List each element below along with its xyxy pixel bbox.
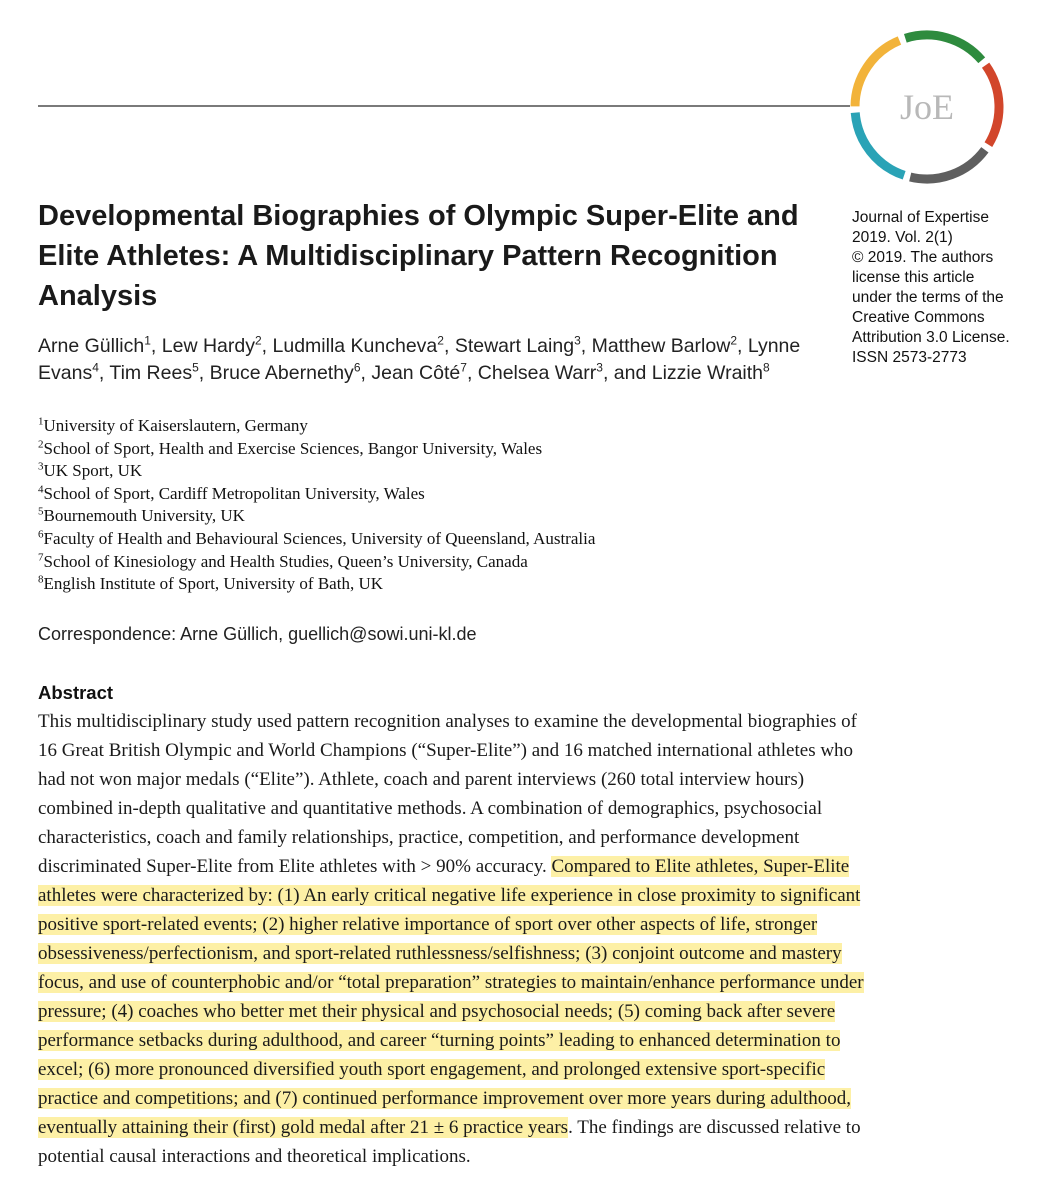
- abstract-highlight: pressure; (4) coaches who better met their physical and psychosocial needs; (5) coming back after severe: [38, 1001, 836, 1022]
- author-superscript: 7: [460, 360, 467, 374]
- affiliation-line: [38, 551, 595, 574]
- abstract-text: characteristics, coach and family relationships, practice, competition, and performance development: [38, 827, 800, 848]
- abstract-line: [38, 939, 1048, 968]
- author-name: Stewart Laing$^3$: [454, 333, 581, 357]
- abstract-line: [38, 910, 1048, 939]
- author-name: Jean Côté$^7$: [371, 360, 467, 384]
- affiliation-number: 6: [38, 528, 44, 541]
- affiliation-text: School of Sport, Cardiff Metropolitan University, Wales: [43, 483, 425, 503]
- logo-ring-arc: [855, 40, 899, 106]
- author-name: Bruce Abernethy$^6$: [209, 360, 361, 384]
- author-name: Ludmilla Kuncheva$^2$: [272, 333, 444, 357]
- abstract-body: [38, 707, 1048, 1171]
- abstract-text: potential causal interactions and theoretical implications.: [38, 1146, 471, 1167]
- abstract-line: [38, 997, 1048, 1026]
- abstract-text: . The findings are discussed relative to: [568, 1117, 861, 1138]
- header-rule: [38, 105, 850, 107]
- author-name: Matthew Barlow$^2$: [591, 333, 737, 357]
- abstract-line: [38, 765, 1048, 794]
- author-superscript: 3: [596, 360, 603, 374]
- affiliation-number: 2: [38, 437, 44, 450]
- abstract-text: combined in-depth qualitative and quantitative methods. A combination of demographics, psychosocial: [38, 798, 823, 819]
- author-superscript: 3: [574, 333, 581, 348]
- author-superscript: 2: [254, 333, 262, 348]
- abstract-line: [38, 881, 1048, 910]
- abstract-highlight: practice and competitions; and (7) continued performance improvement over more years during adulthood,: [38, 1088, 852, 1109]
- journal-info-line: Journal of Expertise: [852, 209, 989, 226]
- author-list: Arne Güllich$^1$, Lew Hardy$^2$, Ludmilla Kuncheva$^2$, Stewart Laing$^3$, Matthew Barlow$^2$, Lynne Evans$^4$, Tim Rees$^5$, Bruce Abernethy$^6$, Jean Côté$^7$, Chelsea Warr$^3$, and Lizzie Wraith$^8$: [38, 333, 801, 384]
- abstract-line: [38, 1055, 1048, 1084]
- author-superscript: 2: [730, 333, 737, 348]
- affiliation-number: 5: [38, 505, 44, 518]
- abstract-line: [38, 1113, 1048, 1142]
- author-superscript: 6: [353, 360, 361, 374]
- affiliation-text: English Institute of Sport, University of Bath, UK: [43, 574, 384, 594]
- author-superscript: 5: [192, 360, 199, 374]
- abstract-highlight: positive sport-related events; (2) higher relative importance of sport over other aspects of life, stronger: [38, 914, 818, 935]
- abstract-highlight: performance setbacks during adulthood, and career “turning points” leading to enhanced determination to: [38, 1030, 841, 1051]
- logo-ring-arc: [910, 150, 985, 179]
- abstract-line: [38, 1084, 1048, 1113]
- abstract-line: [38, 823, 1048, 852]
- journal-info-line: © 2019. The authors: [852, 249, 994, 266]
- affiliation-line: [38, 483, 595, 506]
- author-name: Arne Güllich$^1$: [38, 333, 151, 357]
- correspondence: Correspondence: Arne Güllich, guellich@sowi.uni-kl.de: [38, 624, 477, 644]
- abstract-text: This multidisciplinary study used pattern recognition analyses to examine the developmental biographies of: [38, 711, 857, 732]
- abstract-text: 16 Great British Olympic and World Champions (“Super-Elite”) and 16 matched international athletes who: [38, 740, 854, 761]
- abstract-line: [38, 794, 1048, 823]
- journal-info-line: ISSN 2573-2773: [852, 349, 967, 366]
- journal-info-line: 2019. Vol. 2(1): [852, 229, 953, 246]
- affiliation-number: 4: [38, 483, 44, 496]
- abstract-highlight: focus, and use of counterphobic and/or “total preparation” strategies to maintain/enhance performance under: [38, 972, 864, 993]
- affiliation-text: School of Sport, Health and Exercise Sciences, Bangor University, Wales: [43, 438, 543, 458]
- paper-title: Developmental Biographies of Olympic Super-Elite and Elite Athletes: A Multidisciplinary Pattern Recognition Analysis: [38, 200, 799, 312]
- affiliation-text: Faculty of Health and Behavioural Sciences, University of Queensland, Australia: [43, 528, 596, 548]
- affiliation-text: Bournemouth University, UK: [43, 506, 245, 526]
- affiliation-line: [38, 528, 595, 551]
- logo-ring-arc: [855, 113, 904, 176]
- abstract-line: [38, 852, 1048, 881]
- author-name: Lew Hardy$^2$: [161, 333, 262, 357]
- abstract-line: [38, 968, 1048, 997]
- author-superscript: 1: [144, 333, 151, 348]
- abstract-heading: Abstract: [38, 682, 114, 703]
- journal-info: [852, 208, 1047, 368]
- affiliation-number: 1: [38, 415, 44, 428]
- affiliation-number: 3: [38, 460, 44, 473]
- abstract-highlight: excel; (6) more pronounced diversified youth sport engagement, and prolonged extensive sport-specific: [38, 1059, 826, 1080]
- journal-logo: [842, 22, 1012, 192]
- abstract-highlight: eventually attaining their (first) gold medal after 21 ± 6 practice years: [38, 1117, 569, 1138]
- journal-info-line: license this article: [852, 269, 975, 286]
- affiliation-line: [38, 505, 595, 528]
- journal-info-line: Attribution 3.0 License.: [852, 329, 1010, 346]
- affiliation-text: School of Kinesiology and Health Studies, Queen’s University, Canada: [43, 551, 528, 571]
- affiliation-line: [38, 573, 595, 596]
- abstract-highlight: obsessiveness/perfectionism, and sport-related ruthlessness/selfishness; (3) conjoint outcome and mastery: [38, 943, 842, 964]
- affiliation-line: [38, 460, 595, 483]
- abstract-line: [38, 1142, 1048, 1171]
- affiliation-line: [38, 415, 595, 438]
- abstract-text: discriminated Super-Elite from Elite athletes with > 90% accuracy.: [38, 856, 552, 877]
- abstract-text: had not won major medals (“Elite”). Athlete, coach and parent interviews (260 total interview hours): [38, 769, 805, 790]
- affiliations: [38, 415, 595, 596]
- affiliation-number: 7: [38, 550, 44, 563]
- abstract-highlight: Compared to Elite athletes, Super-Elite: [551, 856, 850, 877]
- author-name: Lynne Evans$^4$: [38, 335, 801, 384]
- author-name: Tim Rees$^5$: [109, 360, 199, 384]
- journal-info-line: under the terms of the: [852, 289, 1004, 306]
- journal-info-line: Creative Commons: [852, 309, 985, 326]
- abstract-highlight: athletes were characterized by: (1) An early critical negative life experience in close proximity to significant: [38, 885, 861, 906]
- affiliation-text: UK Sport, UK: [43, 461, 143, 481]
- author-superscript: 4: [92, 360, 99, 374]
- affiliation-text: University of Kaiserslautern, Germany: [43, 416, 308, 435]
- author-name: Chelsea Warr$^3$: [477, 360, 603, 384]
- logo-ring-arc: [905, 35, 981, 60]
- abstract-line: [38, 707, 1048, 736]
- affiliation-line: [38, 438, 595, 461]
- author-superscript: 8: [763, 360, 770, 374]
- affiliation-number: 8: [38, 573, 44, 586]
- author-superscript: 2: [437, 333, 444, 348]
- author-name: Lizzie Wraith$^8$: [651, 360, 770, 384]
- logo-text: JoE: [900, 87, 954, 127]
- logo-ring-arc: [986, 65, 999, 144]
- abstract-line: [38, 1026, 1048, 1055]
- abstract-line: [38, 736, 1048, 765]
